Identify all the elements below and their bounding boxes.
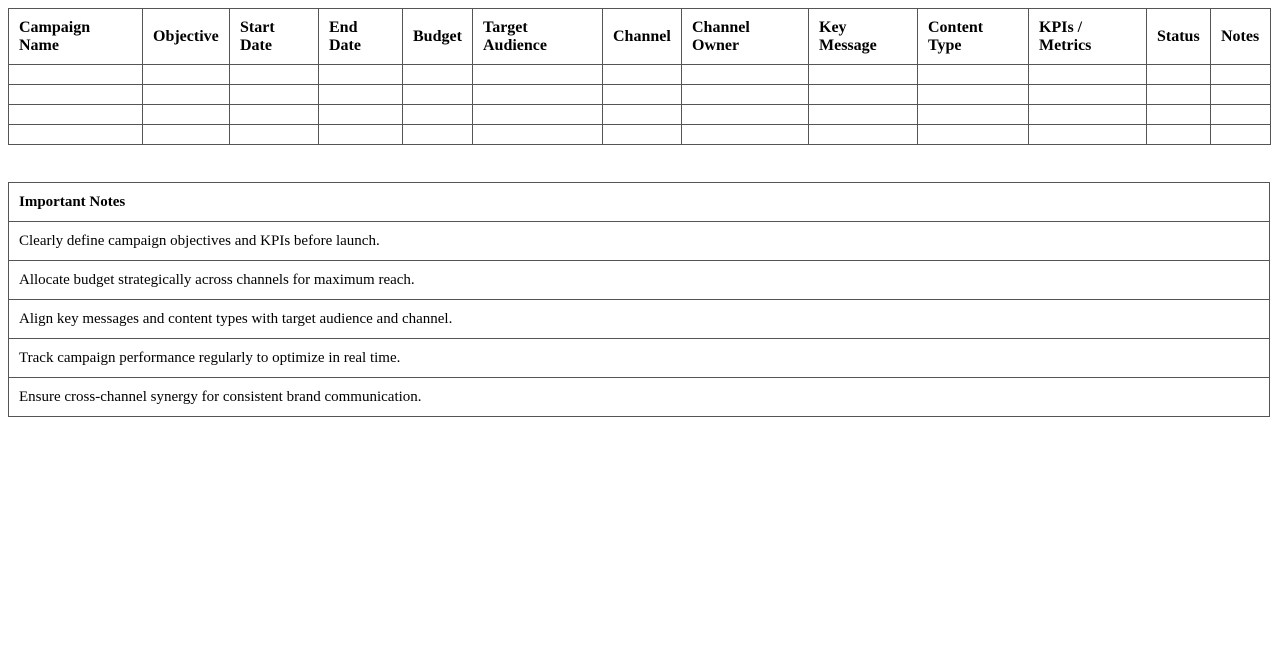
table-cell[interactable] <box>682 125 809 145</box>
header-content-type: Content Type <box>918 9 1029 65</box>
table-cell[interactable] <box>9 85 143 105</box>
note-item <box>9 261 1270 300</box>
table-cell[interactable] <box>1211 85 1271 105</box>
header-kpis-metrics: KPIs / Metrics <box>1029 9 1147 65</box>
table-cell[interactable] <box>230 105 319 125</box>
note-text: Track campaign performance regularly to optimize in real time. <box>9 339 1270 378</box>
table-cell[interactable] <box>319 65 403 85</box>
header-key-message: Key Message <box>809 9 918 65</box>
table-cell[interactable] <box>918 85 1029 105</box>
table-cell[interactable] <box>9 125 143 145</box>
note-item <box>9 339 1270 378</box>
table-cell[interactable] <box>1147 105 1211 125</box>
table-cell[interactable] <box>809 125 918 145</box>
table-cell[interactable] <box>1147 65 1211 85</box>
table-row <box>9 65 1271 85</box>
table-cell[interactable] <box>603 65 682 85</box>
table-cell[interactable] <box>230 125 319 145</box>
table-cell[interactable] <box>1211 65 1271 85</box>
table-cell[interactable] <box>143 65 230 85</box>
table-cell[interactable] <box>319 105 403 125</box>
table-row <box>9 125 1271 145</box>
table-cell[interactable] <box>9 65 143 85</box>
table-cell[interactable] <box>603 125 682 145</box>
table-row <box>9 105 1271 125</box>
header-objective: Objective <box>143 9 230 65</box>
table-cell[interactable] <box>918 125 1029 145</box>
table-cell[interactable] <box>473 105 603 125</box>
note-item <box>9 378 1270 417</box>
table-cell[interactable] <box>809 65 918 85</box>
note-item <box>9 300 1270 339</box>
table-cell[interactable] <box>143 125 230 145</box>
table-cell[interactable] <box>1147 85 1211 105</box>
notes-title-row <box>9 183 1270 222</box>
header-budget: Budget <box>403 9 473 65</box>
table-cell[interactable] <box>143 105 230 125</box>
table-cell[interactable] <box>1211 105 1271 125</box>
header-end-date: End Date <box>319 9 403 65</box>
table-cell[interactable] <box>473 125 603 145</box>
table-cell[interactable] <box>603 105 682 125</box>
campaign-table-body <box>9 65 1271 145</box>
table-cell[interactable] <box>1029 65 1147 85</box>
table-cell[interactable] <box>809 105 918 125</box>
table-cell[interactable] <box>603 85 682 105</box>
table-cell[interactable] <box>682 85 809 105</box>
campaign-plan-table <box>8 8 1271 145</box>
table-cell[interactable] <box>143 85 230 105</box>
table-cell[interactable] <box>403 65 473 85</box>
table-cell[interactable] <box>319 125 403 145</box>
header-notes: Notes <box>1211 9 1271 65</box>
table-cell[interactable] <box>1147 125 1211 145</box>
note-text: Ensure cross-channel synergy for consistent brand communication. <box>9 378 1270 417</box>
important-notes-table <box>8 182 1270 417</box>
table-cell[interactable] <box>319 85 403 105</box>
table-cell[interactable] <box>1029 85 1147 105</box>
table-cell[interactable] <box>682 105 809 125</box>
table-cell[interactable] <box>403 125 473 145</box>
header-channel-owner: Channel Owner <box>682 9 809 65</box>
note-text: Clearly define campaign objectives and KPIs before launch. <box>9 222 1270 261</box>
table-cell[interactable] <box>473 85 603 105</box>
table-cell[interactable] <box>473 65 603 85</box>
table-cell[interactable] <box>230 65 319 85</box>
table-cell[interactable] <box>1029 105 1147 125</box>
note-text: Allocate budget strategically across channels for maximum reach. <box>9 261 1270 300</box>
table-cell[interactable] <box>682 65 809 85</box>
table-row <box>9 85 1271 105</box>
table-cell[interactable] <box>403 105 473 125</box>
table-cell[interactable] <box>9 105 143 125</box>
table-cell[interactable] <box>918 65 1029 85</box>
table-cell[interactable] <box>403 85 473 105</box>
note-item <box>9 222 1270 261</box>
table-cell[interactable] <box>230 85 319 105</box>
table-cell[interactable] <box>918 105 1029 125</box>
header-channel: Channel <box>603 9 682 65</box>
header-status: Status <box>1147 9 1211 65</box>
header-target-audience: Target Audience <box>473 9 603 65</box>
table-cell[interactable] <box>1029 125 1147 145</box>
header-campaign-name: Campaign Name <box>9 9 143 65</box>
table-cell[interactable] <box>1211 125 1271 145</box>
header-start-date: Start Date <box>230 9 319 65</box>
notes-title: Important Notes <box>9 183 1270 222</box>
note-text: Align key messages and content types with target audience and channel. <box>9 300 1270 339</box>
table-cell[interactable] <box>809 85 918 105</box>
table-header-row <box>9 9 1271 65</box>
